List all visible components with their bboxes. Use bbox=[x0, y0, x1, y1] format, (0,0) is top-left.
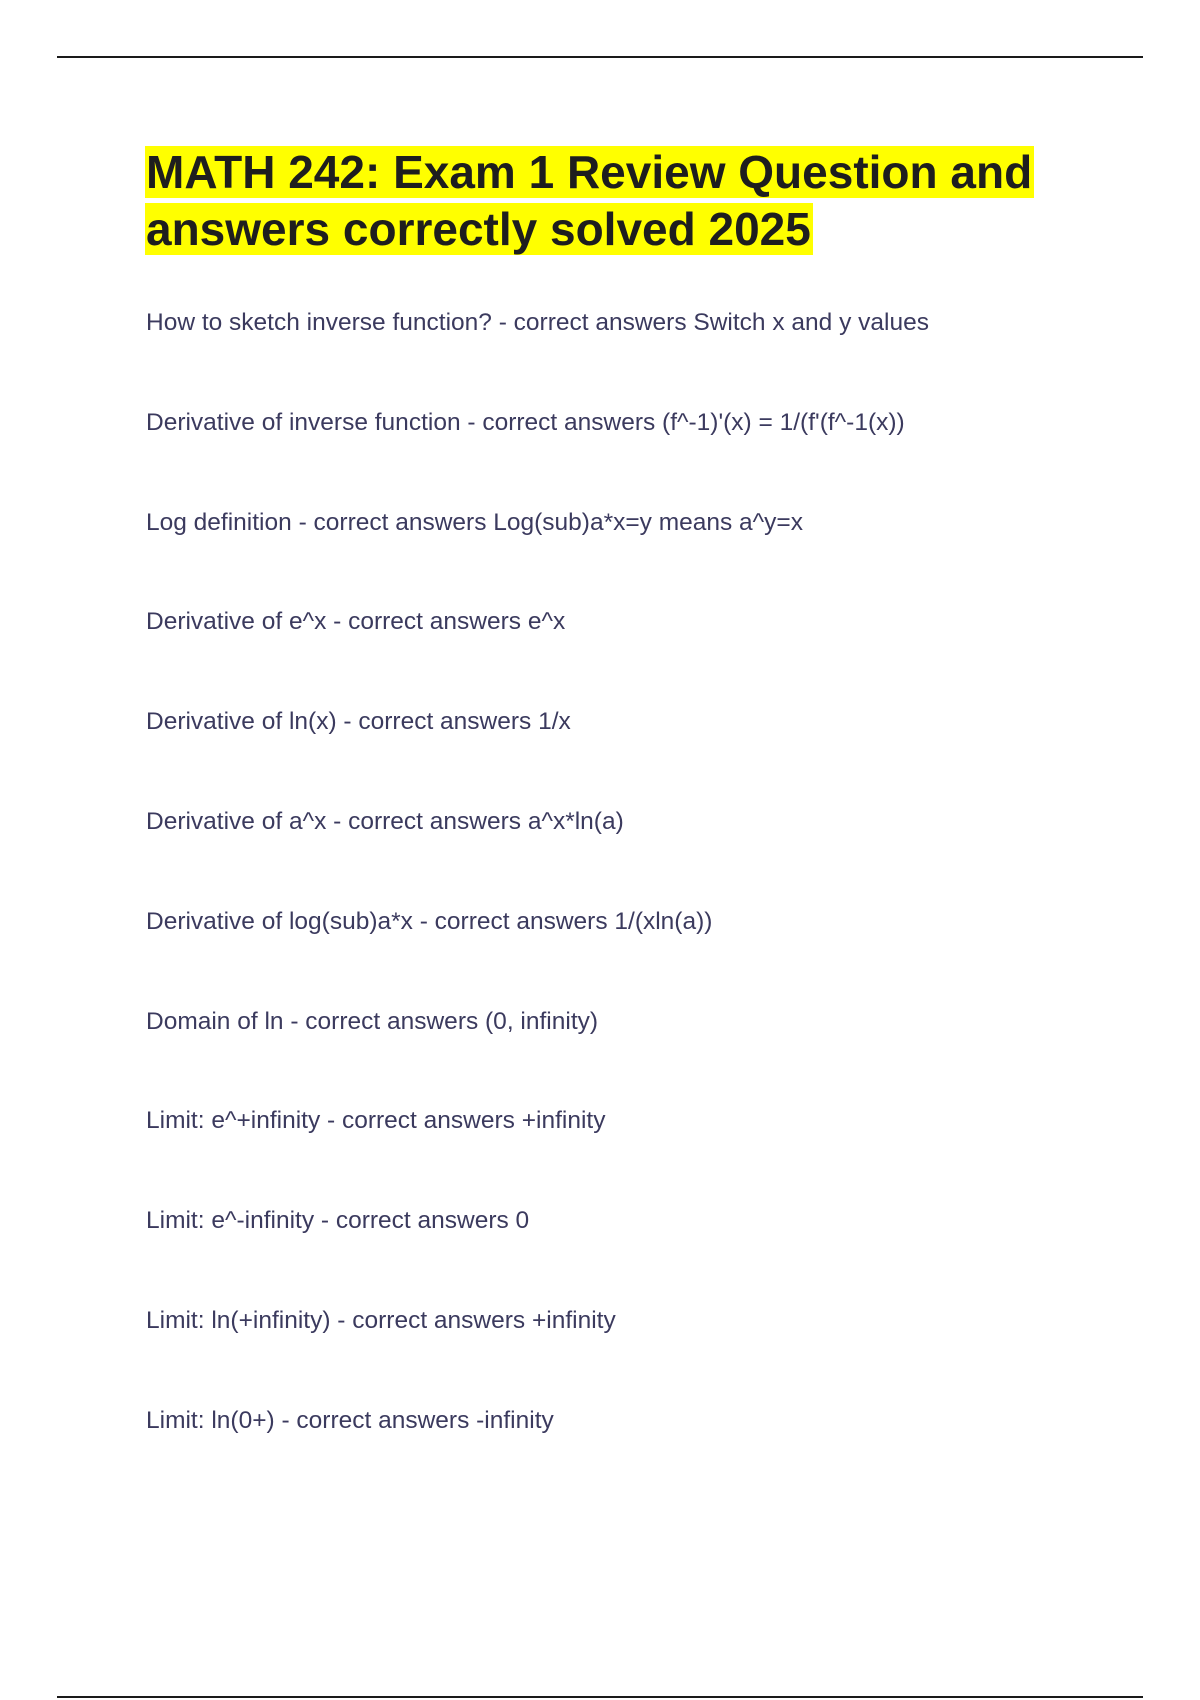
document-title bbox=[145, 144, 1105, 258]
title-highlight: MATH 242: Exam 1 Review Question and answers correctly solved 2025 bbox=[146, 146, 1033, 255]
qa-item-limit-ln-zero: Limit: ln(0+) - correct answers -infinity bbox=[146, 1406, 554, 1434]
header-divider bbox=[57, 56, 1143, 58]
qa-item-derivative-ax: Derivative of a^x - correct answers a^x*ln(a) bbox=[146, 807, 624, 835]
qa-item-limit-e-pos-inf: Limit: e^+infinity - correct answers +infinity bbox=[146, 1107, 606, 1135]
qa-item-limit-ln-pos-inf: Limit: ln(+infinity) - correct answers +infinity bbox=[146, 1306, 616, 1334]
qa-item-log-definition: Log definition - correct answers Log(sub)a*x=y means a^y=x bbox=[146, 508, 803, 536]
qa-item-limit-e-neg-inf: Limit: e^-infinity - correct answers 0 bbox=[146, 1207, 530, 1235]
qa-item-derivative-lnx: Derivative of ln(x) - correct answers 1/x bbox=[146, 708, 571, 736]
qa-item-inverse-derivative: Derivative of inverse function - correct answers (f^-1)'(x) = 1/(f'(f^-1(x)) bbox=[146, 408, 905, 436]
qa-item-domain-ln: Domain of ln - correct answers (0, infinity) bbox=[146, 1007, 599, 1035]
qa-item-derivative-logax: Derivative of log(sub)a*x - correct answers 1/(xln(a)) bbox=[146, 907, 713, 935]
qa-item-derivative-ex: Derivative of e^x - correct answers e^x bbox=[146, 608, 566, 636]
qa-item-inverse-sketch: How to sketch inverse function? - correct answers Switch x and y values bbox=[146, 309, 929, 336]
qa-list bbox=[146, 305, 1106, 1503]
footer-divider bbox=[57, 1696, 1143, 1698]
